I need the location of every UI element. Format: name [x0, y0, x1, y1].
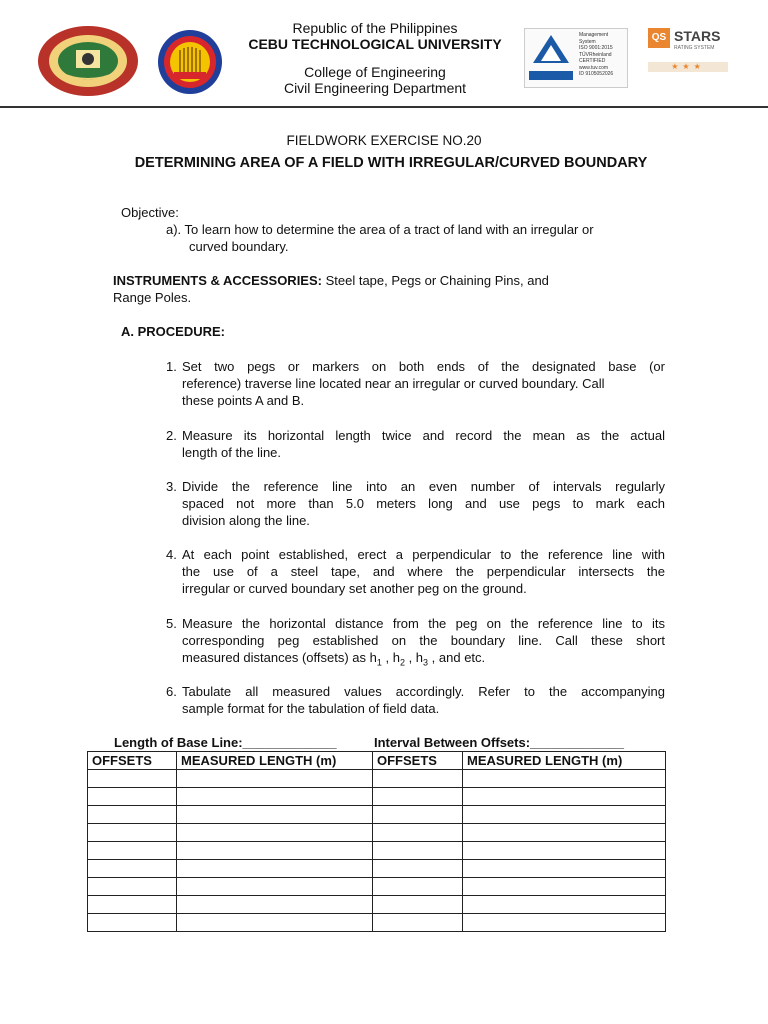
table-row	[88, 896, 666, 914]
step-number: 1.	[166, 359, 177, 374]
step-4-line1: At each point established, erect a perpendicular to the reference line with	[182, 547, 665, 562]
qs-stars-label: STARS	[674, 28, 721, 44]
table-cell	[177, 896, 373, 914]
step-6-line2: sample format for the tabulation of field data.	[182, 701, 440, 716]
objective-item-a-line1: a). To learn how to determine the area of a tract of land with an irregular or	[166, 222, 594, 237]
table-row	[88, 770, 666, 788]
table-row	[88, 842, 666, 860]
table-cell	[177, 788, 373, 806]
table-body	[88, 770, 666, 932]
step-number: 4.	[166, 547, 177, 562]
step-3-line2: spaced not more than 5.0 meters long and use pegs to mark each	[182, 496, 665, 511]
college-name: College of Engineering	[304, 64, 446, 80]
step-number: 2.	[166, 428, 177, 443]
table-row	[88, 824, 666, 842]
table-cell	[463, 770, 666, 788]
table-cell	[373, 806, 463, 824]
asean-emblem-icon	[156, 28, 224, 96]
subscript: 3	[423, 657, 429, 668]
step-5-line2: corresponding peg established on the boundary line. Call these short	[182, 633, 665, 648]
interval-label: Interval Between Offsets:_____________	[374, 735, 625, 750]
instruments-list: Steel tape, Pegs or Chaining Pins, and	[321, 273, 549, 288]
base-line-label: Length of Base Line:_____________	[114, 735, 337, 750]
tuv-details: Management System ISO 9001:2015 TÜVRheinland CERTIFIED www.tuv.com ID 9105052026	[579, 32, 614, 77]
exercise-number: FIELDWORK EXERCISE NO.20	[286, 133, 482, 148]
table-cell	[463, 896, 666, 914]
qs-logo: QS	[648, 28, 670, 48]
table-row	[88, 878, 666, 896]
table-cell	[373, 878, 463, 896]
table-cell	[463, 806, 666, 824]
column-header: OFFSETS	[88, 752, 177, 770]
republic-label: Republic of the Philippines	[292, 20, 458, 36]
table-cell	[177, 806, 373, 824]
table-cell	[177, 770, 373, 788]
header-divider	[0, 106, 768, 108]
exercise-title: DETERMINING AREA OF A FIELD WITH IRREGULAR/CURVED BOUNDARY	[134, 155, 648, 171]
column-header: MEASURED LENGTH (m)	[177, 752, 373, 770]
procedure-heading: A. PROCEDURE:	[121, 324, 226, 339]
step-1-line3: these points A and B.	[182, 393, 305, 408]
step-3-line3: division along the line.	[182, 513, 310, 528]
step-5-line3: measured distances (offsets) as $h_1$ , $h_2$ , $h_3$ , and etc.	[182, 650, 486, 668]
subscript: 2	[399, 657, 405, 668]
table-cell	[88, 896, 177, 914]
step-2-line2: length of the line.	[182, 445, 282, 460]
table-cell	[373, 770, 463, 788]
table-cell	[88, 842, 177, 860]
step-number: 3.	[166, 479, 177, 494]
objective-item-a-line2: curved boundary.	[189, 239, 289, 254]
step-5-line1: Measure the horizontal distance from the peg on the reference line to its	[182, 616, 665, 631]
letterhead	[0, 0, 768, 108]
step-1-line1: Set two pegs or markers on both ends of the designated base (or	[182, 359, 665, 374]
star-rating-icon: ★★★	[648, 62, 728, 72]
table-cell	[463, 842, 666, 860]
university-name: CEBU TECHNOLOGICAL UNIVERSITY	[248, 36, 502, 52]
field-data-table	[87, 751, 666, 932]
table-cell	[463, 878, 666, 896]
subscript: 1	[376, 657, 382, 668]
table-cell	[88, 878, 177, 896]
tuv-logo-icon	[529, 33, 573, 83]
step-4-line2: the use of a steel tape, and where the perpendicular intersects the	[182, 564, 665, 579]
table-row	[88, 914, 666, 932]
table-header-row	[88, 752, 666, 770]
column-header: OFFSETS	[373, 752, 463, 770]
table-cell	[88, 914, 177, 932]
table-cell	[463, 914, 666, 932]
step-1-line2: reference) traverse line located near an irregular or curved boundary. Call	[182, 376, 605, 391]
instruments-label: INSTRUMENTS & ACCESSORIES:	[113, 273, 322, 288]
qs-stars-badge	[648, 28, 728, 78]
table-cell	[177, 914, 373, 932]
instruments-line2: Range Poles.	[113, 290, 192, 305]
table-cell	[88, 788, 177, 806]
department-name: Civil Engineering Department	[283, 80, 467, 96]
table-cell	[373, 914, 463, 932]
table-cell	[88, 770, 177, 788]
table-cell	[88, 824, 177, 842]
instruments-line1	[113, 272, 649, 289]
tuv-certification-badge	[524, 28, 628, 88]
table-cell	[177, 824, 373, 842]
step-6-line1: Tabulate all measured values accordingly. Refer to the accompanying	[182, 684, 665, 699]
table-cell	[88, 806, 177, 824]
table-cell	[177, 860, 373, 878]
step-number: 5.	[166, 616, 177, 631]
qs-rating-label: RATING SYSTEM	[674, 45, 715, 51]
institution-block	[230, 20, 520, 96]
table-cell	[373, 860, 463, 878]
table-cell	[463, 860, 666, 878]
table-row	[88, 788, 666, 806]
university-seal-icon	[36, 24, 140, 98]
table-cell	[177, 878, 373, 896]
table-cell	[373, 788, 463, 806]
table-cell	[463, 824, 666, 842]
table-cell	[463, 788, 666, 806]
table-row	[88, 806, 666, 824]
table-cell	[88, 860, 177, 878]
column-header: MEASURED LENGTH (m)	[463, 752, 666, 770]
table-cell	[177, 842, 373, 860]
table-row	[88, 860, 666, 878]
step-2-line1: Measure its horizontal length twice and record the mean as the actual	[182, 428, 665, 443]
table-cell	[373, 842, 463, 860]
step-3-line1: Divide the reference line into an even number of intervals regularly	[182, 479, 665, 494]
step-4-line3: irregular or curved boundary set another peg on the ground.	[182, 581, 527, 596]
table-cell	[373, 896, 463, 914]
step-number: 6.	[166, 684, 177, 699]
table-cell	[373, 824, 463, 842]
objective-label: Objective:	[121, 205, 179, 220]
